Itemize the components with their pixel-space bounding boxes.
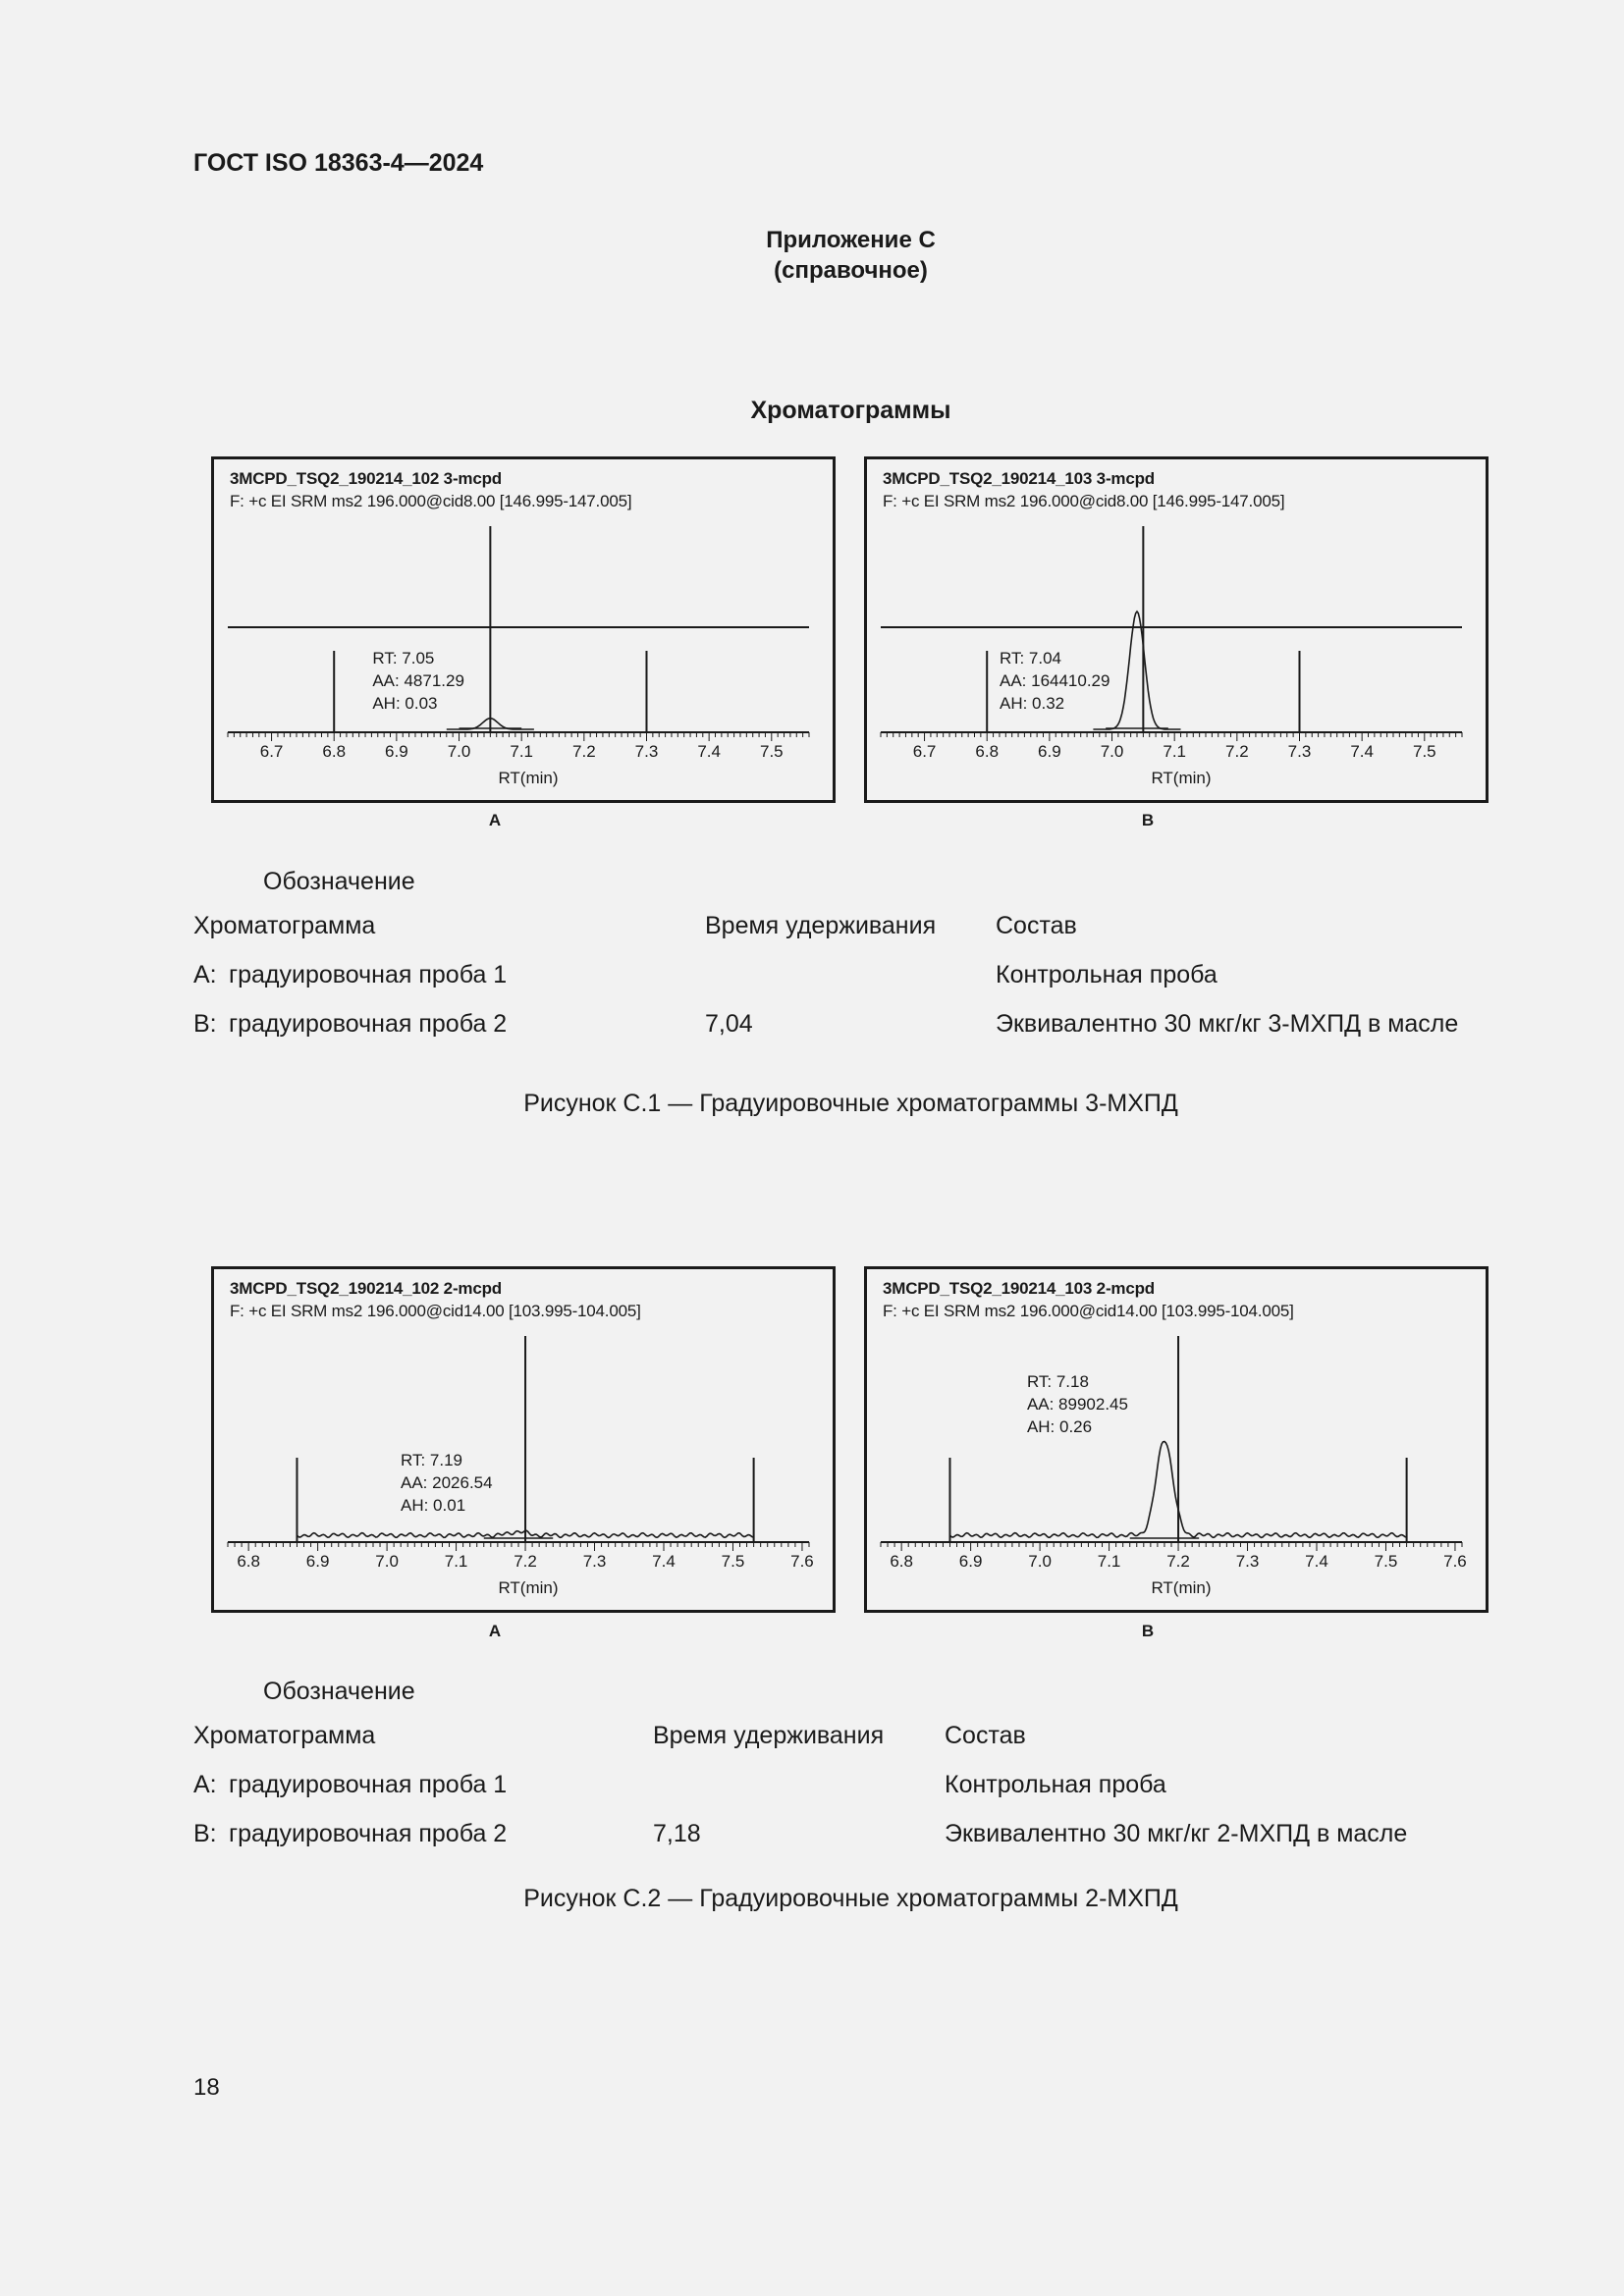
legend-row-key: A: <box>193 1771 217 1798</box>
document-header: ГОСТ ISO 18363-4—2024 <box>193 149 484 177</box>
x-tick-label: 7.1 <box>510 742 534 761</box>
panel-label-a: A <box>488 811 502 829</box>
legend-row-key: B: <box>193 1820 217 1847</box>
x-tick-label: 6.8 <box>890 1552 913 1571</box>
peak-annotation: RT: 7.04 <box>999 649 1062 667</box>
panel-subtitle: F: +c EI SRM ms2 196.000@cid8.00 [146.995-147.005] <box>883 492 1285 510</box>
x-axis-label: RT(min) <box>498 769 559 787</box>
x-tick-label: 7.4 <box>652 1552 676 1571</box>
figure-caption-c2: Рисунок С.2 — Градуировочные хроматограммы 2-МХПД <box>523 1885 1178 1912</box>
x-tick-label: 7.3 <box>582 1552 607 1571</box>
x-tick-label: 7.6 <box>790 1552 814 1571</box>
peak-annotation: AH: 0.03 <box>372 694 438 713</box>
chromatogram-panel-3mcpd-b <box>864 456 1489 803</box>
x-tick-label: 7.3 <box>634 742 659 761</box>
x-tick-label: 7.0 <box>375 1552 399 1571</box>
peak-annotation: AH: 0.32 <box>999 694 1065 713</box>
chromatogram-trace <box>1093 612 1180 729</box>
legend-col-retention-time: Время удерживания <box>705 912 937 939</box>
figure-caption-c1: Рисунок С.1 — Градуировочные хроматограммы 3-МХПД <box>523 1090 1178 1117</box>
panel-subtitle: F: +c EI SRM ms2 196.000@cid14.00 [103.995-104.005] <box>230 1302 641 1320</box>
panel-subtitle: F: +c EI SRM ms2 196.000@cid14.00 [103.995-104.005] <box>883 1302 1294 1320</box>
x-tick-label: 7.5 <box>759 742 784 761</box>
legend-col-composition: Состав <box>945 1722 1026 1749</box>
legend-row-key: B: <box>193 1010 217 1038</box>
x-tick-label: 7.2 <box>1225 742 1249 761</box>
legend-row-composition: Контрольная проба <box>996 961 1218 988</box>
section-title: Хроматограммы <box>750 397 951 424</box>
x-tick-label: 7.4 <box>1305 1552 1328 1571</box>
peak-annotation: AA: 2026.54 <box>401 1473 493 1492</box>
legend-row-sample: градуировочная проба 2 <box>229 1010 508 1038</box>
x-tick-label: 7.5 <box>1374 1552 1398 1571</box>
x-tick-label: 7.0 <box>1100 742 1124 761</box>
x-tick-label: 7.1 <box>1163 742 1187 761</box>
x-tick-label: 6.9 <box>385 742 408 761</box>
panel-label-b: B <box>1141 811 1155 829</box>
legend-col-chromatogram: Хроматограмма <box>193 1722 376 1749</box>
peak-annotation: RT: 7.19 <box>401 1451 463 1469</box>
x-tick-label: 7.4 <box>697 742 721 761</box>
x-tick-label: 7.6 <box>1443 1552 1467 1571</box>
x-tick-label: 7.0 <box>1028 1552 1052 1571</box>
chart-svg <box>214 459 833 800</box>
panel-subtitle: F: +c EI SRM ms2 196.000@cid8.00 [146.995-147.005] <box>230 492 632 510</box>
legend-col-chromatogram: Хроматограмма <box>193 912 376 939</box>
page-number: 18 <box>193 2074 220 2101</box>
x-axis-label: RT(min) <box>1151 1578 1212 1597</box>
x-tick-label: 7.2 <box>572 742 596 761</box>
legend-row-sample: градуировочная проба 2 <box>229 1820 508 1847</box>
appendix-subtitle: (справочное) <box>774 257 928 284</box>
x-tick-label: 7.5 <box>721 1552 745 1571</box>
peak-annotation: AH: 0.01 <box>401 1496 466 1515</box>
peak-annotation: AA: 164410.29 <box>999 671 1110 690</box>
x-tick-label: 7.3 <box>1235 1552 1260 1571</box>
legend-row-sample: градуировочная проба 1 <box>229 1771 508 1798</box>
x-tick-label: 6.9 <box>1038 742 1061 761</box>
legend-col-retention-time: Время удерживания <box>653 1722 885 1749</box>
legend-row-sample: градуировочная проба 1 <box>229 961 508 988</box>
x-tick-label: 6.9 <box>305 1552 330 1571</box>
panel-title: 3MCPD_TSQ2_190214_103 3-mcpd <box>883 469 1155 488</box>
x-axis-label: RT(min) <box>1151 769 1212 787</box>
panel-label-b: B <box>1141 1622 1155 1640</box>
peak-annotation: AA: 4871.29 <box>372 671 464 690</box>
x-tick-label: 7.2 <box>1166 1552 1190 1571</box>
chart-svg <box>867 1269 1486 1610</box>
legend-heading: Обозначение <box>263 868 415 895</box>
peak-annotation: AH: 0.26 <box>1026 1417 1093 1436</box>
appendix-title: Приложение С <box>766 227 936 253</box>
x-tick-label: 6.9 <box>958 1552 983 1571</box>
legend-row-composition: Эквивалентно 30 мкг/кг 2-МХПД в масле <box>945 1820 1408 1847</box>
x-axis-label: RT(min) <box>498 1578 559 1597</box>
legend-heading: Обозначение <box>263 1678 415 1705</box>
x-tick-label: 6.8 <box>975 742 1000 761</box>
x-tick-label: 7.1 <box>444 1552 468 1571</box>
x-tick-label: 6.8 <box>322 742 347 761</box>
legend-row-key: A: <box>193 961 217 988</box>
x-tick-label: 6.7 <box>259 742 284 761</box>
peak-annotation: RT: 7.05 <box>372 649 435 667</box>
x-tick-label: 6.7 <box>912 742 937 761</box>
x-tick-label: 7.0 <box>447 742 471 761</box>
panel-title: 3MCPD_TSQ2_190214_102 3-mcpd <box>230 469 502 488</box>
x-tick-label: 7.4 <box>1350 742 1374 761</box>
legend-row-composition: Эквивалентно 30 мкг/кг 3-МХПД в масле <box>996 1010 1459 1038</box>
x-tick-label: 6.8 <box>237 1552 260 1571</box>
legend-row-rt: 7,04 <box>705 1010 753 1038</box>
chromatogram-panel-2mcpd-a <box>211 1266 836 1613</box>
chart-svg <box>867 459 1486 800</box>
peak-annotation: RT: 7.18 <box>1026 1372 1089 1391</box>
panel-title: 3MCPD_TSQ2_190214_103 2-mcpd <box>883 1279 1155 1298</box>
panel-title: 3MCPD_TSQ2_190214_102 2-mcpd <box>230 1279 502 1298</box>
legend-row-composition: Контрольная проба <box>945 1771 1166 1798</box>
x-tick-label: 7.5 <box>1412 742 1436 761</box>
chart-svg <box>214 1269 833 1610</box>
x-tick-label: 7.3 <box>1287 742 1312 761</box>
x-tick-label: 7.1 <box>1097 1552 1121 1571</box>
peak-annotation: AA: 89902.45 <box>1026 1395 1128 1414</box>
panel-label-a: A <box>488 1622 502 1640</box>
chromatogram-panel-2mcpd-b <box>864 1266 1489 1613</box>
legend-col-composition: Состав <box>996 912 1077 939</box>
legend-row-rt: 7,18 <box>653 1820 701 1847</box>
chromatogram-panel-3mcpd-a <box>211 456 836 803</box>
x-tick-label: 7.2 <box>514 1552 537 1571</box>
